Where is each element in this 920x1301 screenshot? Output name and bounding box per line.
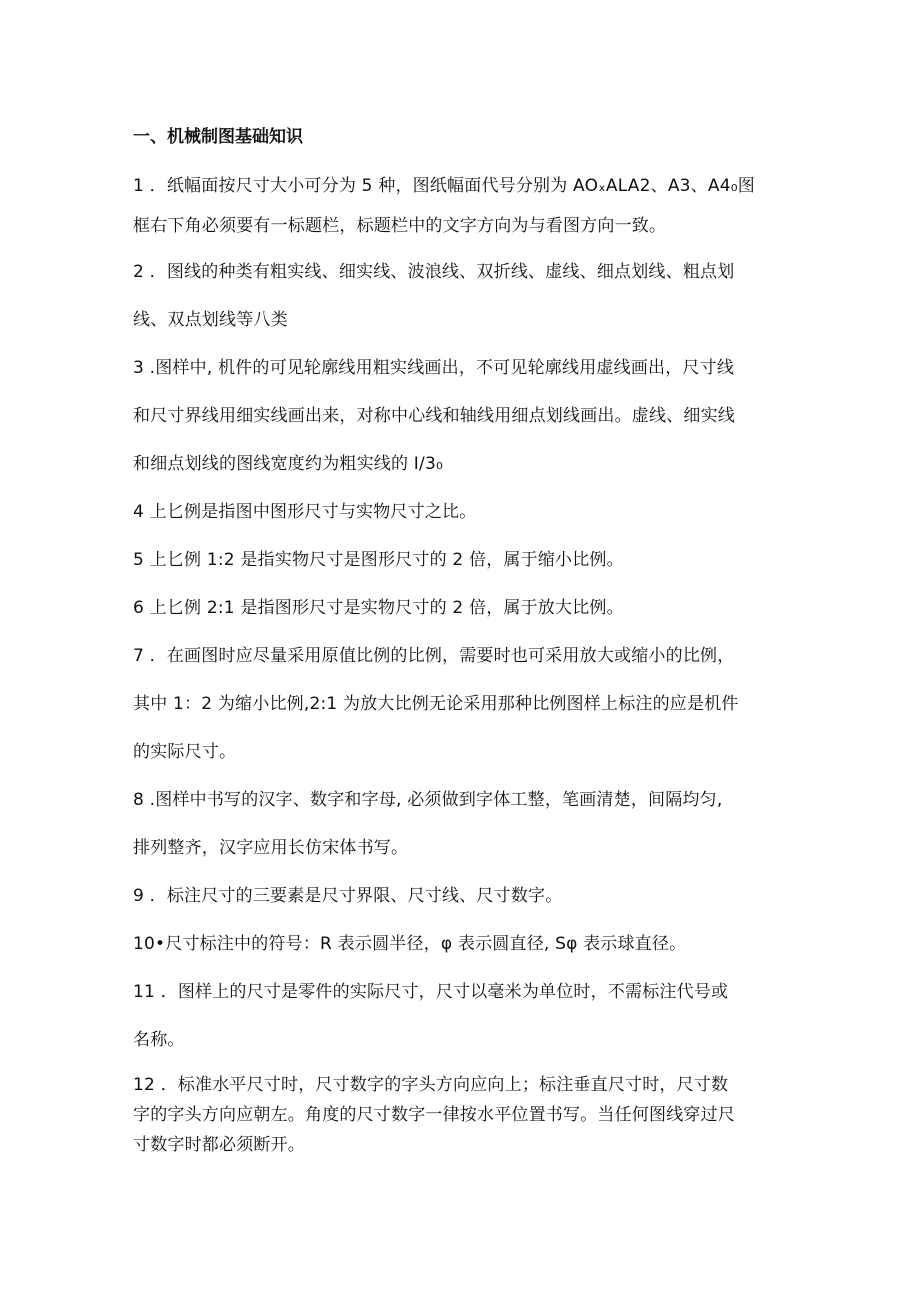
paragraph-7 bbox=[133, 632, 788, 776]
paragraph-12-line-3: 寸数字时都必须断开。 bbox=[133, 1135, 305, 1155]
paragraph-2 bbox=[133, 248, 788, 344]
paragraph-2-line-1: 2 ．图线的种类有粗实线、细实线、波浪线、双折线、虚线、细点划线、粗点划 bbox=[133, 262, 735, 282]
paragraph-12 bbox=[133, 1070, 788, 1160]
paragraph-6 bbox=[133, 584, 788, 632]
paragraph-3-line-1: 3 .图样中, 机件的可见轮廓线用粗实线画出，不可见轮廓线用虚线画出，尺寸线 bbox=[133, 358, 735, 378]
paragraph-9-line-1: 9 ．标注尺寸的三要素是尺寸界限、尺寸线、尺寸数字。 bbox=[133, 886, 563, 906]
paragraph-1-line-1: 1 ．纸幅面按尺寸大小可分为 5 种，图纸幅面代号分别为 AOₓALA2、A3、A4₀图 bbox=[133, 176, 755, 196]
paragraph-1 bbox=[133, 166, 788, 246]
paragraph-7-line-2: 其中 1：2 为缩小比例,2:1 为放大比例无论采用那种比例图样上标注的应是机件 bbox=[133, 694, 739, 714]
paragraph-11-line-2: 名称。 bbox=[133, 1030, 185, 1050]
paragraph-8-line-1: 8 .图样中书写的汉字、数字和字母, 必须做到字体工整，笔画清楚，间隔均匀, bbox=[133, 790, 723, 810]
paragraph-7-line-1: 7 ．在画图时应尽量采用原值比例的比例，需要时也可采用放大或缩小的比例， bbox=[133, 646, 735, 666]
section-heading: 一、机械制图基础知识 bbox=[133, 127, 303, 147]
paragraph-11 bbox=[133, 968, 788, 1064]
paragraph-5-line-1: 5 上匕例 1:2 是指实物尺寸是图形尺寸的 2 倍，属于缩小比例。 bbox=[133, 550, 624, 570]
paragraph-3 bbox=[133, 344, 788, 488]
paragraph-8 bbox=[133, 776, 788, 872]
paragraph-4 bbox=[133, 488, 788, 536]
paragraph-11-line-1: 11 ．图样上的尺寸是零件的实际尺寸，尺寸以毫米为单位时，不需标注代号或 bbox=[133, 982, 729, 1002]
paragraph-3-line-2: 和尺寸界线用细实线画出来，对称中心线和轴线用细点划线画出。虚线、细实线 bbox=[133, 406, 735, 426]
paragraph-9 bbox=[133, 872, 788, 920]
paragraph-10-line-1: 10•尺寸标注中的符号：R 表示圆半径，φ 表示圆直径, Sφ 表示球直径。 bbox=[133, 934, 687, 954]
paragraph-1-line-2: 框右下角必须要有一标题栏，标题栏中的文字方向为与看图方向一致。 bbox=[133, 216, 667, 236]
paragraph-3-line-3: 和细点划线的图线宽度约为粗实线的 I/3₀ bbox=[133, 454, 443, 474]
paragraph-2-line-2: 线、双点划线等八类 bbox=[133, 310, 288, 330]
paragraph-5 bbox=[133, 536, 788, 584]
paragraph-8-line-2: 排列整齐，汉字应用长仿宋体书写。 bbox=[133, 838, 409, 858]
paragraph-6-line-1: 6 上匕例 2:1 是指图形尺寸是实物尺寸的 2 倍，属于放大比例。 bbox=[133, 598, 624, 618]
paragraph-7-line-3: 的实际尺寸。 bbox=[133, 742, 237, 762]
paragraph-12-line-1: 12 ．标准水平尺寸时，尺寸数字的字头方向应向上；标注垂直尺寸时，尺寸数 bbox=[133, 1075, 729, 1095]
paragraph-4-line-1: 4 上匕例是指图中图形尺寸与实物尺寸之比。 bbox=[133, 502, 477, 522]
paragraph-12-line-2: 字的字头方向应朝左。角度的尺寸数字一律按水平位置书写。当任何图线穿过尺 bbox=[133, 1105, 735, 1125]
paragraph-10 bbox=[133, 920, 788, 968]
